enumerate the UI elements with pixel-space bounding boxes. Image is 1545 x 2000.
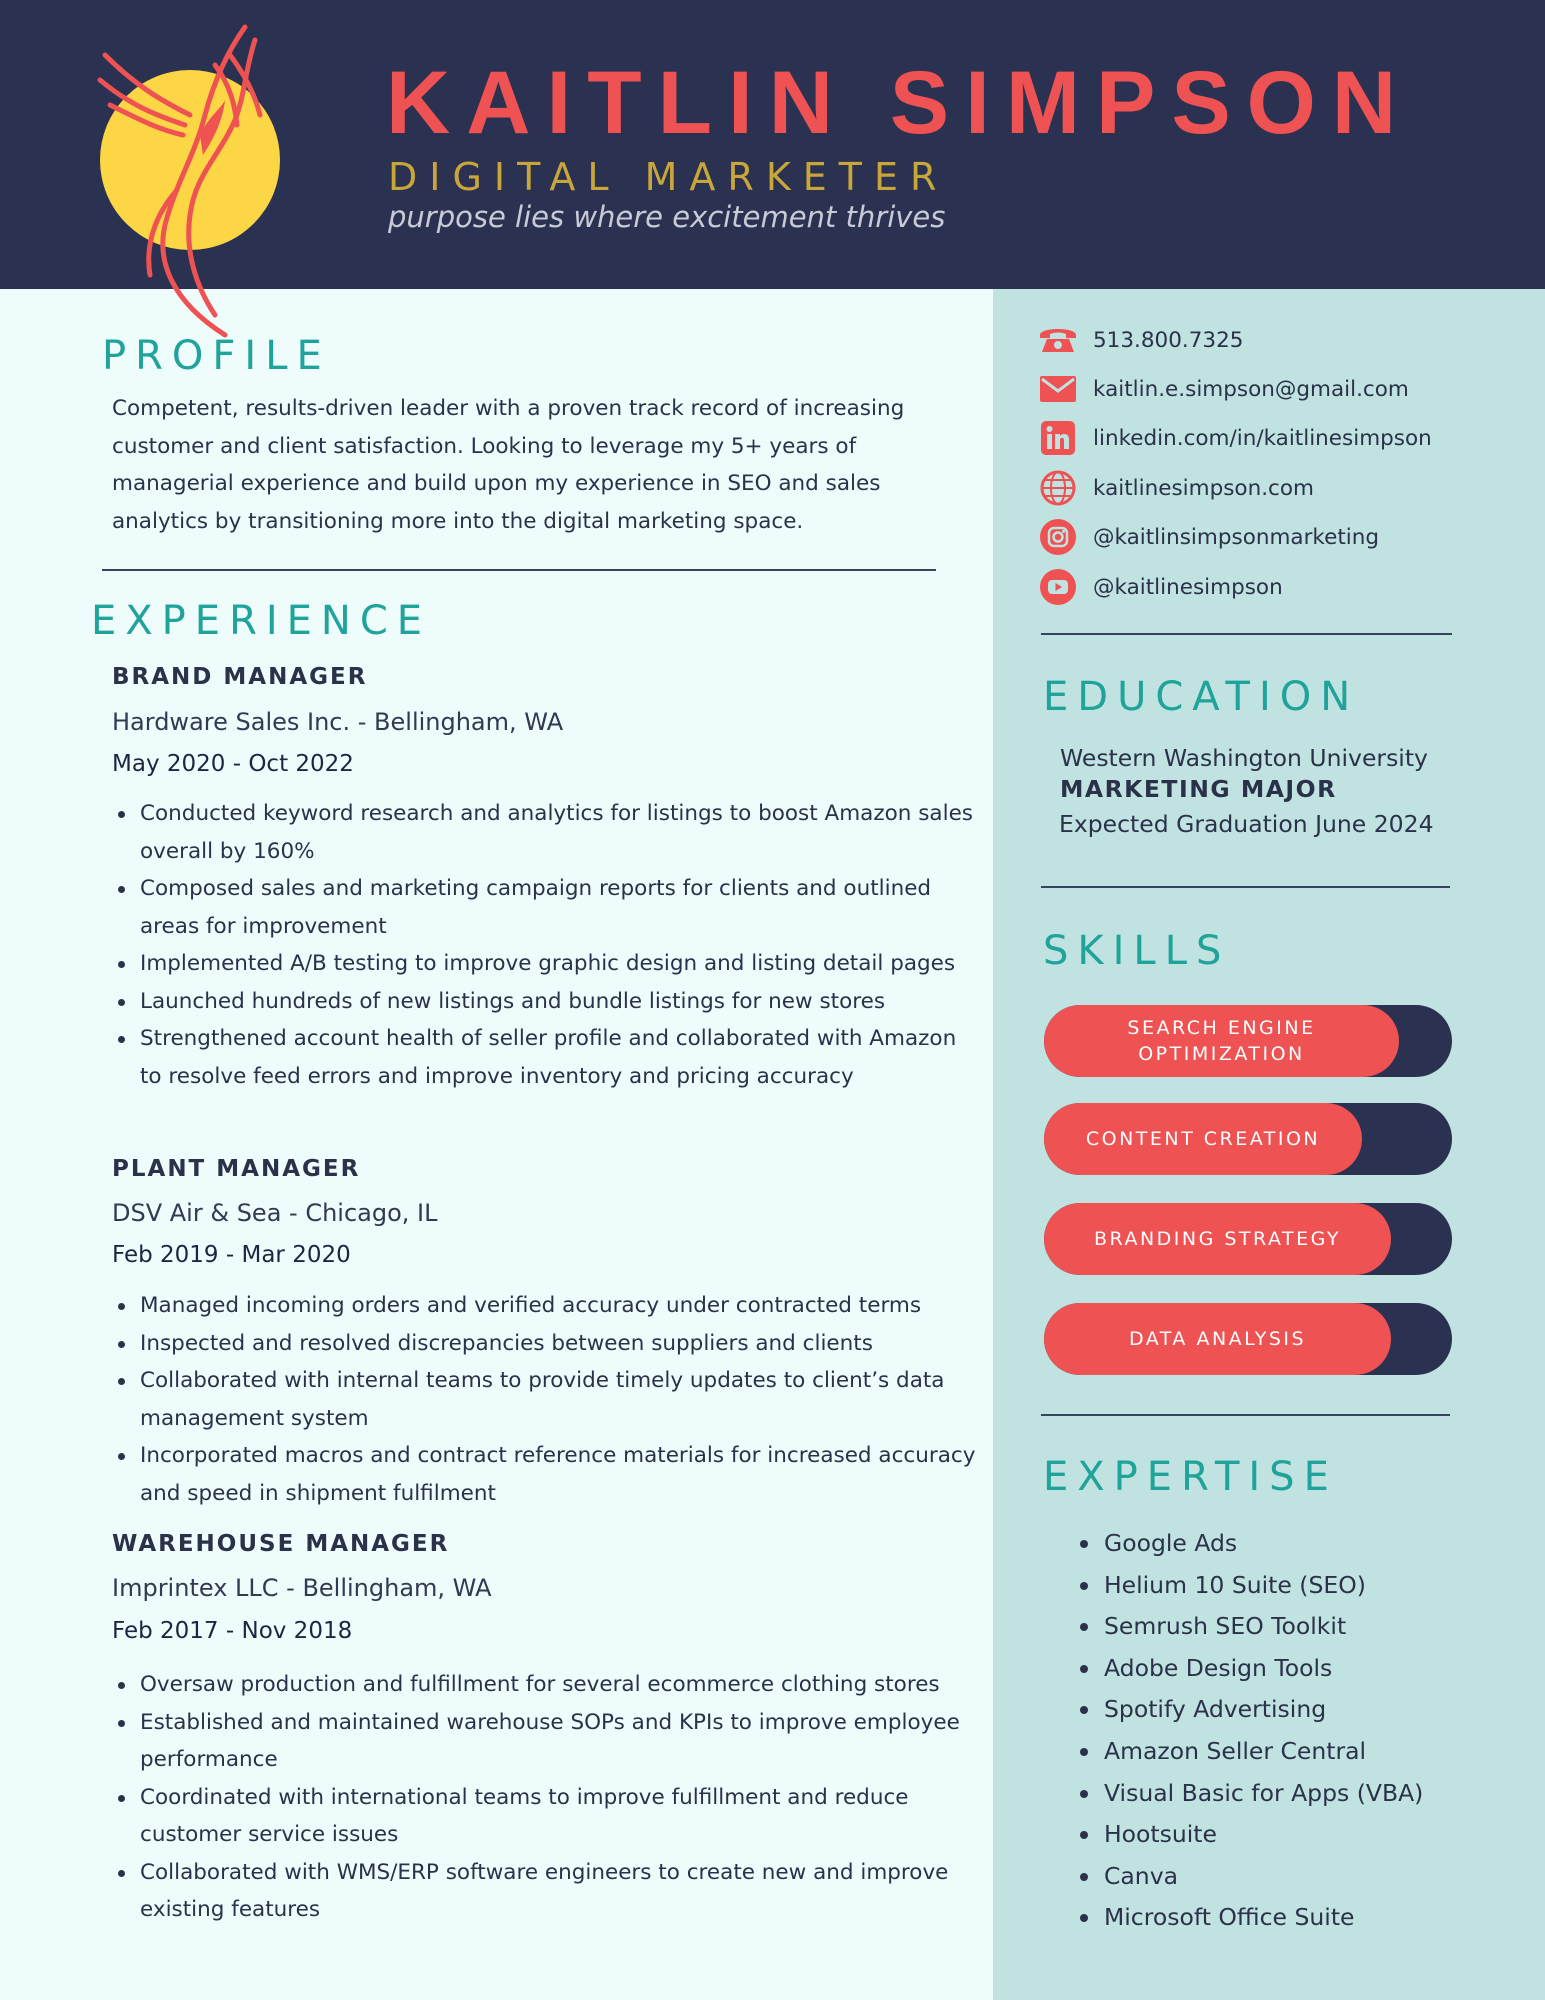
job-bullets [112,795,980,1095]
list-item: Inspected and resolved discrepancies between suppliers and clients [140,1325,980,1363]
contact-linkedin-text: linkedin.com/in/kaitlinesimpson [1093,425,1432,451]
instagram-icon [1037,520,1079,554]
candidate-name: KAITLIN SIMPSON [386,52,1413,152]
list-item: Launched hundreds of new listings and bundle listings for new stores [140,983,980,1021]
skill-bar [1044,1103,1452,1175]
contact-email-text: kaitlin.e.simpson@gmail.com [1093,376,1409,402]
candidate-tagline: purpose lies where excitement thrives [388,200,946,234]
contact-website-text: kaitlinesimpson.com [1093,475,1314,501]
experience-heading: EXPERIENCE [91,598,432,644]
contact-website[interactable] [1037,471,1314,505]
email-icon [1037,372,1079,406]
profile-divider [102,569,936,571]
contact-email[interactable] [1037,372,1409,406]
list-item: Strengthened account health of seller profile and collaborated with Amazon to resolve feed errors and improve inventory and pricing accuracy [140,1020,980,1095]
contact-linkedin[interactable] [1037,421,1432,455]
phone-icon [1037,323,1079,357]
list-item: Canva [1104,1856,1423,1898]
education-heading: EDUCATION [1043,674,1360,720]
list-item: Established and maintained warehouse SOPs and KPIs to improve employee performance [140,1704,980,1779]
job-title: BRAND MANAGER [112,664,368,690]
list-item: Microsoft Office Suite [1104,1897,1423,1939]
list-item: Managed incoming orders and verified accuracy under contracted terms [140,1287,980,1325]
education-major: MARKETING MAJOR [1060,775,1337,803]
list-item: Collaborated with internal teams to provide timely updates to client’s data management system [140,1362,980,1437]
skill-bar [1044,1303,1452,1375]
expertise-list [1076,1523,1423,1939]
skills-heading: SKILLS [1043,928,1231,974]
education-school: Western Washington University [1060,744,1428,772]
candidate-role: DIGITAL MARKETER [388,155,949,199]
contact-youtube[interactable] [1037,570,1283,604]
job-dates: Feb 2017 - Nov 2018 [112,1618,353,1644]
list-item: Spotify Advertising [1104,1689,1423,1731]
job-company: Hardware Sales Inc. - Bellingham, WA [112,708,564,736]
list-item: Hootsuite [1104,1814,1423,1856]
list-item: Amazon Seller Central [1104,1731,1423,1773]
job-company: Imprintex LLC - Bellingham, WA [112,1574,492,1602]
list-item: Semrush SEO Toolkit [1104,1606,1423,1648]
education-divider [1041,886,1450,888]
contact-youtube-text: @kaitlinesimpson [1093,574,1283,600]
list-item: Oversaw production and fulfillment for several ecommerce clothing stores [140,1666,980,1704]
job-dates: Feb 2019 - Mar 2020 [112,1242,351,1268]
list-item: Helium 10 Suite (SEO) [1104,1565,1423,1607]
job-bullets [112,1287,980,1512]
job-title: PLANT MANAGER [112,1156,361,1182]
list-item: Google Ads [1104,1523,1423,1565]
skill-bar [1044,1005,1452,1077]
skills-divider [1041,1414,1450,1416]
profile-text: Competent, results-driven leader with a proven track record of increasing customer and client satisfaction. Looking to leverage my 5+ years of managerial experience and build upon my experience in SEO and sales analytics by transitioning more into the digital marketing space. [112,396,905,534]
job-bullets [112,1666,980,1929]
contact-instagram[interactable] [1037,520,1379,554]
list-item: Collaborated with WMS/ERP software engineers to create new and improve existing features [140,1854,980,1929]
expertise-heading: EXPERTISE [1043,1454,1338,1500]
phoenix-logo [95,15,295,345]
skill-label: BRANDING STRATEGY [1093,1228,1341,1250]
skill-label: SEARCH ENGINE OPTIMIZATION [1127,1017,1316,1065]
contact-phone-text: 513.800.7325 [1093,327,1244,353]
youtube-icon [1037,570,1079,604]
contact-instagram-text: @kaitlinsimpsonmarketing [1093,524,1380,550]
globe-icon [1037,471,1079,505]
list-item: Adobe Design Tools [1104,1648,1423,1690]
list-item: Conducted keyword research and analytics for listings to boost Amazon sales overall by 160% [140,795,980,870]
list-item: Visual Basic for Apps (VBA) [1104,1773,1423,1815]
list-item: Implemented A/B testing to improve graphic design and listing detail pages [140,945,980,983]
skill-label: DATA ANALYSIS [1128,1328,1307,1350]
job-dates: May 2020 - Oct 2022 [112,751,354,777]
job-company: DSV Air & Sea - Chicago, IL [112,1199,438,1227]
job-title: WAREHOUSE MANAGER [112,1531,450,1557]
contact-divider [1041,633,1452,635]
profile-heading: PROFILE [102,333,331,379]
education-graduation: Expected Graduation June 2024 [1059,810,1434,838]
list-item: Composed sales and marketing campaign reports for clients and outlined areas for improvement [140,870,980,945]
skill-bar [1044,1203,1452,1275]
skill-label: CONTENT CREATION [1085,1128,1321,1150]
linkedin-icon [1037,421,1079,455]
list-item: Incorporated macros and contract reference materials for increased accuracy and speed in shipment fulfilment [140,1437,980,1512]
contact-phone[interactable] [1037,323,1243,357]
list-item: Coordinated with international teams to improve fulfillment and reduce customer service issues [140,1779,980,1854]
